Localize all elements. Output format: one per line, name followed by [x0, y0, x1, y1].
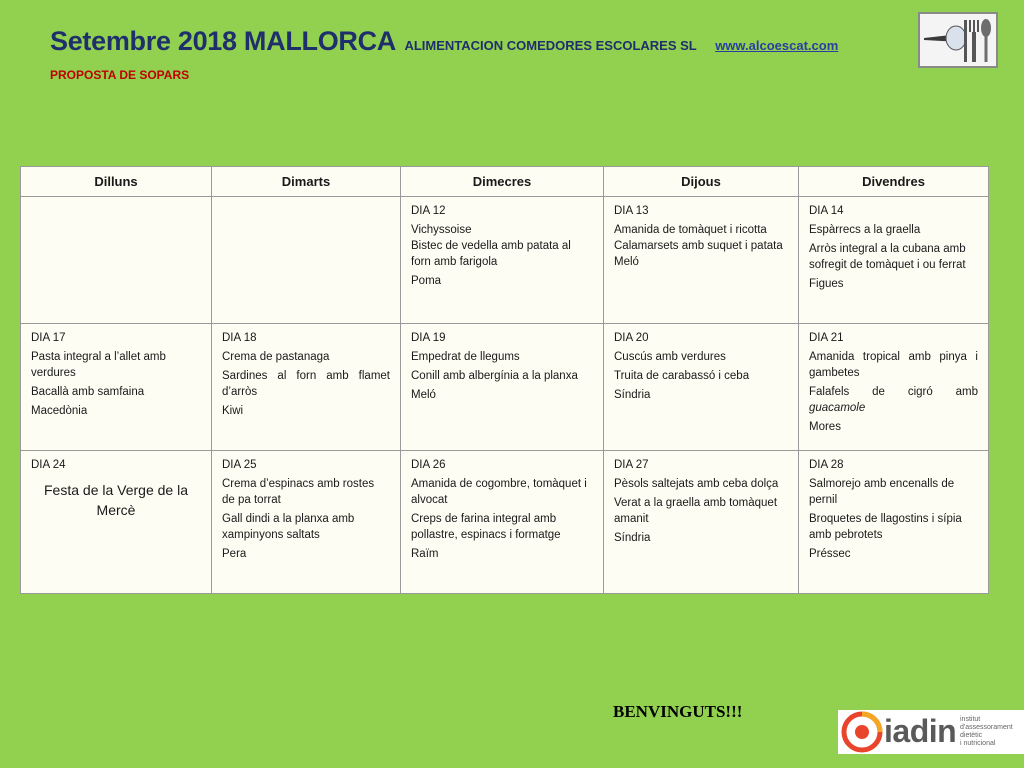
- page-subtitle: PROPOSTA DE SOPARS: [50, 68, 190, 82]
- dish-item: Figues: [809, 278, 844, 290]
- dish-item: Síndria: [614, 389, 651, 401]
- welcome-text: BENVINGUTS!!!: [613, 702, 743, 721]
- dish-item: Macedònia: [31, 405, 88, 417]
- day-label: DIA 14: [809, 205, 844, 217]
- dish-item: Kiwi: [222, 405, 244, 417]
- menu-cell: [604, 451, 799, 594]
- dish-item: Pèsols saltejats amb ceba dolça: [614, 478, 779, 490]
- cutlery-logo: [918, 12, 998, 68]
- day-label: DIA 12: [411, 205, 446, 217]
- dish-item: Falafels de cigró amb guacamole: [809, 386, 978, 414]
- menu-cell: [799, 324, 989, 451]
- dish-item: Sardines al forn amb flamet d’arròs: [222, 370, 390, 398]
- day-label: DIA 25: [222, 459, 257, 471]
- fork-knife-icon: [920, 14, 996, 66]
- website-link[interactable]: www.alcoescat.com: [715, 38, 839, 53]
- dish-item: Amanida de tomàquet i ricotta Calamarsets amb suquet i patata Meló: [614, 224, 783, 268]
- dish-item: Crema de pastanaga: [222, 351, 330, 363]
- iadin-wordmark: iadin: [884, 713, 957, 749]
- dish-item: Pera: [222, 548, 247, 560]
- header-dimarts: Dimarts: [212, 167, 401, 197]
- dish-item: Préssec: [809, 548, 851, 560]
- dish-item: Crema d’espinacs amb rostes de pa torrat: [222, 478, 375, 506]
- menu-cell: [799, 197, 989, 324]
- menu-row: [21, 197, 989, 324]
- menu-cell: [212, 451, 401, 594]
- iadin-logo: [838, 710, 1024, 754]
- dish-item: Vichyssoise Bistec de vedella amb patata al forn amb farigola: [411, 224, 571, 268]
- menu-cell: [604, 324, 799, 451]
- dish-item: Poma: [411, 275, 442, 287]
- iadin-subtext: institut d'assessorament dietètic i nutricional: [960, 716, 1013, 747]
- holiday-label: Festa de la Verge de la Mercè: [44, 482, 188, 518]
- header-divendres: Divendres: [799, 167, 989, 197]
- table-header-row: [21, 167, 989, 197]
- menu-cell: [401, 197, 604, 324]
- day-label: DIA 27: [614, 459, 649, 471]
- menu-row: [21, 451, 989, 594]
- iadin-mark-icon: [840, 710, 884, 754]
- dish-item: Creps de farina integral amb pollastre, espinacs i formatge: [411, 513, 561, 541]
- menu-cell: [212, 324, 401, 451]
- dish-item: Truita de carabassó i ceba: [614, 370, 750, 382]
- dish-item: Conill amb albergínia a la planxa: [411, 370, 578, 382]
- dish-item: Amanida tropical amb pinya i gambetes: [809, 351, 978, 379]
- menu-cell: [604, 197, 799, 324]
- menu-cell: [799, 451, 989, 594]
- menu-cell: [401, 324, 604, 451]
- dish-item: Cuscús amb verdures: [614, 351, 726, 363]
- dish-item: Empedrat de llegums: [411, 351, 520, 363]
- dish-item: Raïm: [411, 548, 439, 560]
- day-label: DIA 26: [411, 459, 446, 471]
- header-dijous: Dijous: [604, 167, 799, 197]
- menu-table: [20, 166, 989, 594]
- dish-item: Meló: [411, 389, 436, 401]
- day-label: DIA 19: [411, 332, 446, 344]
- dish-item: Espàrrecs a la graella: [809, 224, 921, 236]
- day-label: DIA 24: [31, 459, 66, 471]
- menu-cell: [21, 451, 212, 594]
- dish-item: Pasta integral a l’allet amb verdures: [31, 351, 166, 379]
- day-label: DIA 18: [222, 332, 257, 344]
- day-label: DIA 17: [31, 332, 66, 344]
- menu-cell: [401, 451, 604, 594]
- header-dilluns: Dilluns: [21, 167, 212, 197]
- dish-item: Arròs integral a la cubana amb sofregit de tomàquet i ou ferrat: [809, 243, 966, 271]
- dish-item: Síndria: [614, 532, 651, 544]
- menu-cell: [212, 197, 401, 324]
- dish-item: Verat a la graella amb tomàquet amanit: [614, 497, 778, 525]
- menu-row: [21, 324, 989, 451]
- menu-cell: [21, 324, 212, 451]
- dish-item: Salmorejo amb encenalls de pernil: [809, 478, 955, 506]
- dish-item: Amanida de cogombre, tomàquet i alvocat: [411, 478, 587, 506]
- day-label: DIA 13: [614, 205, 649, 217]
- company-name: ALIMENTACION COMEDORES ESCOLARES SL: [404, 38, 697, 53]
- day-label: DIA 28: [809, 459, 844, 471]
- day-label: DIA 20: [614, 332, 649, 344]
- dish-item: Broquetes de llagostins i sípia amb pebrotets: [809, 513, 962, 541]
- dish-item: Mores: [809, 421, 841, 433]
- page-header: [50, 26, 838, 57]
- dish-item: Bacallà amb samfaina: [31, 386, 145, 398]
- header-dimecres: Dimecres: [401, 167, 604, 197]
- page-title: Setembre 2018 MALLORCA: [50, 26, 396, 56]
- day-label: DIA 21: [809, 332, 844, 344]
- dish-item: Gall dindi a la planxa amb xampinyons saltats: [222, 513, 355, 541]
- menu-cell: [21, 197, 212, 324]
